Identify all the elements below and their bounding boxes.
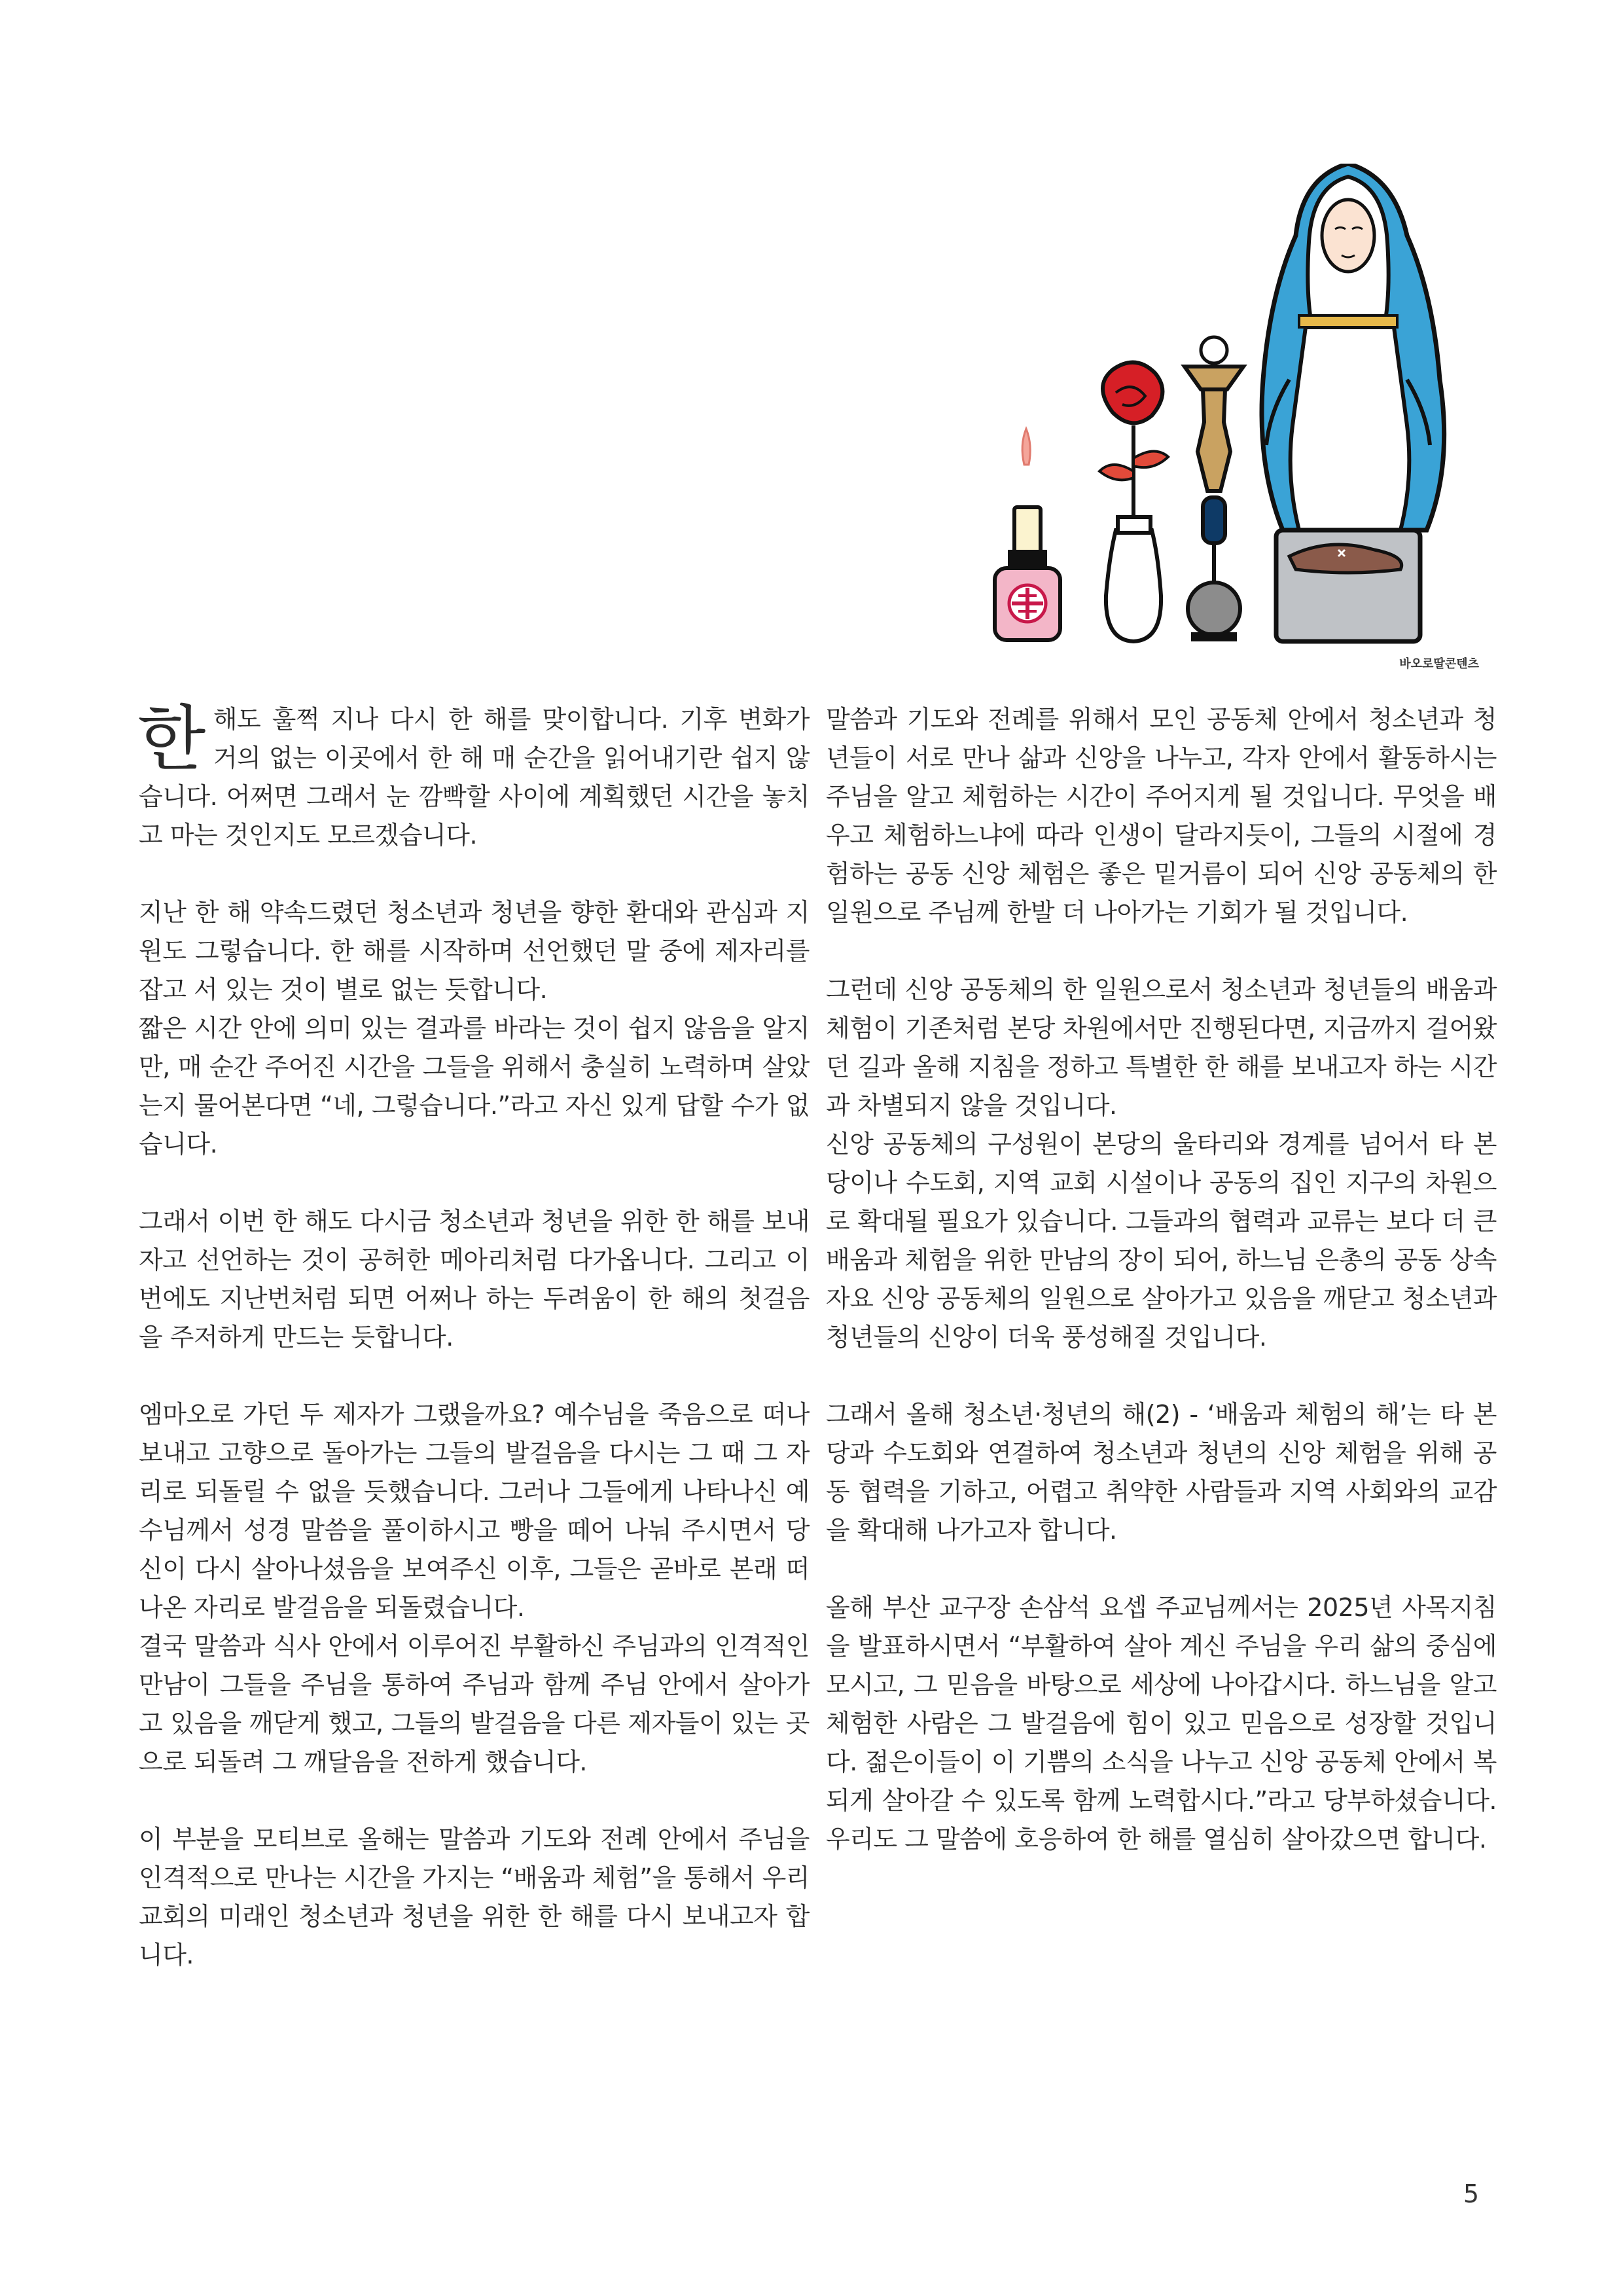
paragraph: 엠마오로 가던 두 제자가 그랬을까요? 예수님을 죽음으로 떠나보내고 고향으로 돌아가는 그들의 발걸음을 다시는 그 때 그 자리로 되돌릴 수 없을 듯했습니다. 그러나 그들에게 나타나신 예수님께서 성경 말씀을 풀이하시고 빵을 떼어 나눠 주시면서 당신이 다시 살아나셨음을 보여주신 이후, 그들은 곧바로 본래 떠나온 자리로 발걸음을 되돌렸습니다.	[139, 1400, 810, 1622]
paragraph: 결국 말씀과 식사 안에서 이루어진 부활하신 주님과의 인격적인 만남이 그들을 주님을 통하여 주님과 함께 주님 안에서 살아가고 있음을 깨닫게 했고, 그들의 발걸음을 다른 제자들이 있는 곳으로 되돌려 그 깨달음을 전하게 했습니다.	[139, 1632, 810, 1776]
paragraph: 그래서 올해 청소년·청년의 해(2) - ‘배움과 체험의 해’는 타 본당과 수도회와 연결하여 청소년과 청년의 신앙 체험을 위해 공동 협력을 기하고, 어렵고 취약한 사람들과 지역 사회와의 교감을 확대해 나가고자 합니다.	[826, 1400, 1497, 1545]
paragraph: 올해 부산 교구장 손삼석 요셉 주교님께서는 2025년 사목지침을 발표하시면서 “부활하여 살아 계신 주님을 우리 삶의 중심에 모시고, 그 믿음을 바탕으로 세상에 나아갑시다. 하느님을 알고 체험한 사람은 그 발걸음에 힘이 있고 믿음으로 성장할 것입니다. 젊은이들이 이 기쁨의 소식을 나누고 신앙 공동체 안에서 복되게 살아갈 수 있도록 함께 노력합시다.”라고 당부하셨습니다. 우리도 그 말씀에 호응하여 한 해를 열심히 살아갔으면 합니다.	[826, 1593, 1497, 1854]
virgin-mary-statue-icon	[1262, 164, 1444, 641]
left-column	[139, 700, 810, 2013]
paragraph: 이 부분을 모티브로 올해는 말씀과 기도와 전례 안에서 주님을 인격적으로 만나는 시간을 가지는 “배움과 체험”을 통해서 우리 교회의 미래인 청소년과 청년을 위한 한 해를 다시 보내고자 합니다.	[139, 1825, 810, 1969]
rose-vase-icon	[1099, 363, 1168, 641]
candle-icon	[995, 429, 1060, 640]
chalice-icon	[1185, 337, 1243, 641]
faith-objects-illustration	[982, 164, 1479, 648]
paragraph: 지난 한 해 약속드렸던 청소년과 청년을 향한 환대와 관심과 지원도 그렇습니다. 한 해를 시작하며 선언했던 말 중에 제자리를 잡고 서 있는 것이 별로 없는 듯합니다.	[139, 898, 810, 1004]
right-column	[826, 700, 1497, 1897]
illustration-credit: 바오로딸콘텐츠	[1399, 657, 1479, 671]
paragraph-text: 해도 훌쩍 지나 다시 한 해를 맞이합니다. 기후 변화가 거의 없는 이곳에서 한 해 매 순간을 읽어내기란 쉽지 않습니다. 어쩌면 그래서 눈 깜빡할 사이에 계획했던 시간을 놓치고 마는 것인지도 모르겠습니다.	[139, 705, 810, 850]
paragraph: 짧은 시간 안에 의미 있는 결과를 바라는 것이 쉽지 않음을 알지만, 매 순간 주어진 시간을 그들을 위해서 충실히 노력하며 살았는지 물어본다면 “네, 그렇습니다.”라고 자신 있게 답할 수가 없습니다.	[139, 1014, 810, 1158]
paragraph: 신앙 공동체의 구성원이 본당의 울타리와 경계를 넘어서 타 본당이나 수도회, 지역 교회 시설이나 공동의 집인 지구의 차원으로 확대될 필요가 있습니다. 그들과의 협력과 교류는 보다 더 큰 배움과 체험을 위한 만남의 장이 되어, 하느님 은총의 공동 상속자요 신앙 공동체의 일원으로 살아가고 있음을 깨닫고 청소년과 청년들의 신앙이 더욱 풍성해질 것입니다.	[826, 1130, 1497, 1352]
paragraph	[139, 700, 810, 855]
paragraph: 그런데 신앙 공동체의 한 일원으로서 청소년과 청년들의 배움과 체험이 기존처럼 본당 차원에서만 진행된다면, 지금까지 걸어왔던 길과 올해 지침을 정하고 특별한 한 해를 보내고자 하는 시간과 차별되지 않을 것입니다.	[826, 975, 1497, 1120]
paragraph: 말씀과 기도와 전례를 위해서 모인 공동체 안에서 청소년과 청년들이 서로 만나 삶과 신앙을 나누고, 각자 안에서 활동하시는 주님을 알고 체험하는 시간이 주어지게 될 것입니다. 무엇을 배우고 체험하느냐에 따라 인생이 달라지듯이, 그들의 시절에 경험하는 공동 신앙 체험은 좋은 밑거름이 되어 신앙 공동체의 한 일원으로 주님께 한발 더 나아가는 기회가 될 것입니다.	[826, 705, 1497, 927]
page-number: 5	[1463, 2179, 1479, 2208]
dropcap: 한	[137, 698, 205, 780]
paragraph: 그래서 이번 한 해도 다시금 청소년과 청년을 위한 한 해를 보내자고 선언하는 것이 공허한 메아리처럼 다가옵니다. 그리고 이번에도 지난번처럼 되면 어쩌나 하는 두려움이 한 해의 첫걸음을 주저하게 만드는 듯합니다.	[139, 1207, 810, 1352]
